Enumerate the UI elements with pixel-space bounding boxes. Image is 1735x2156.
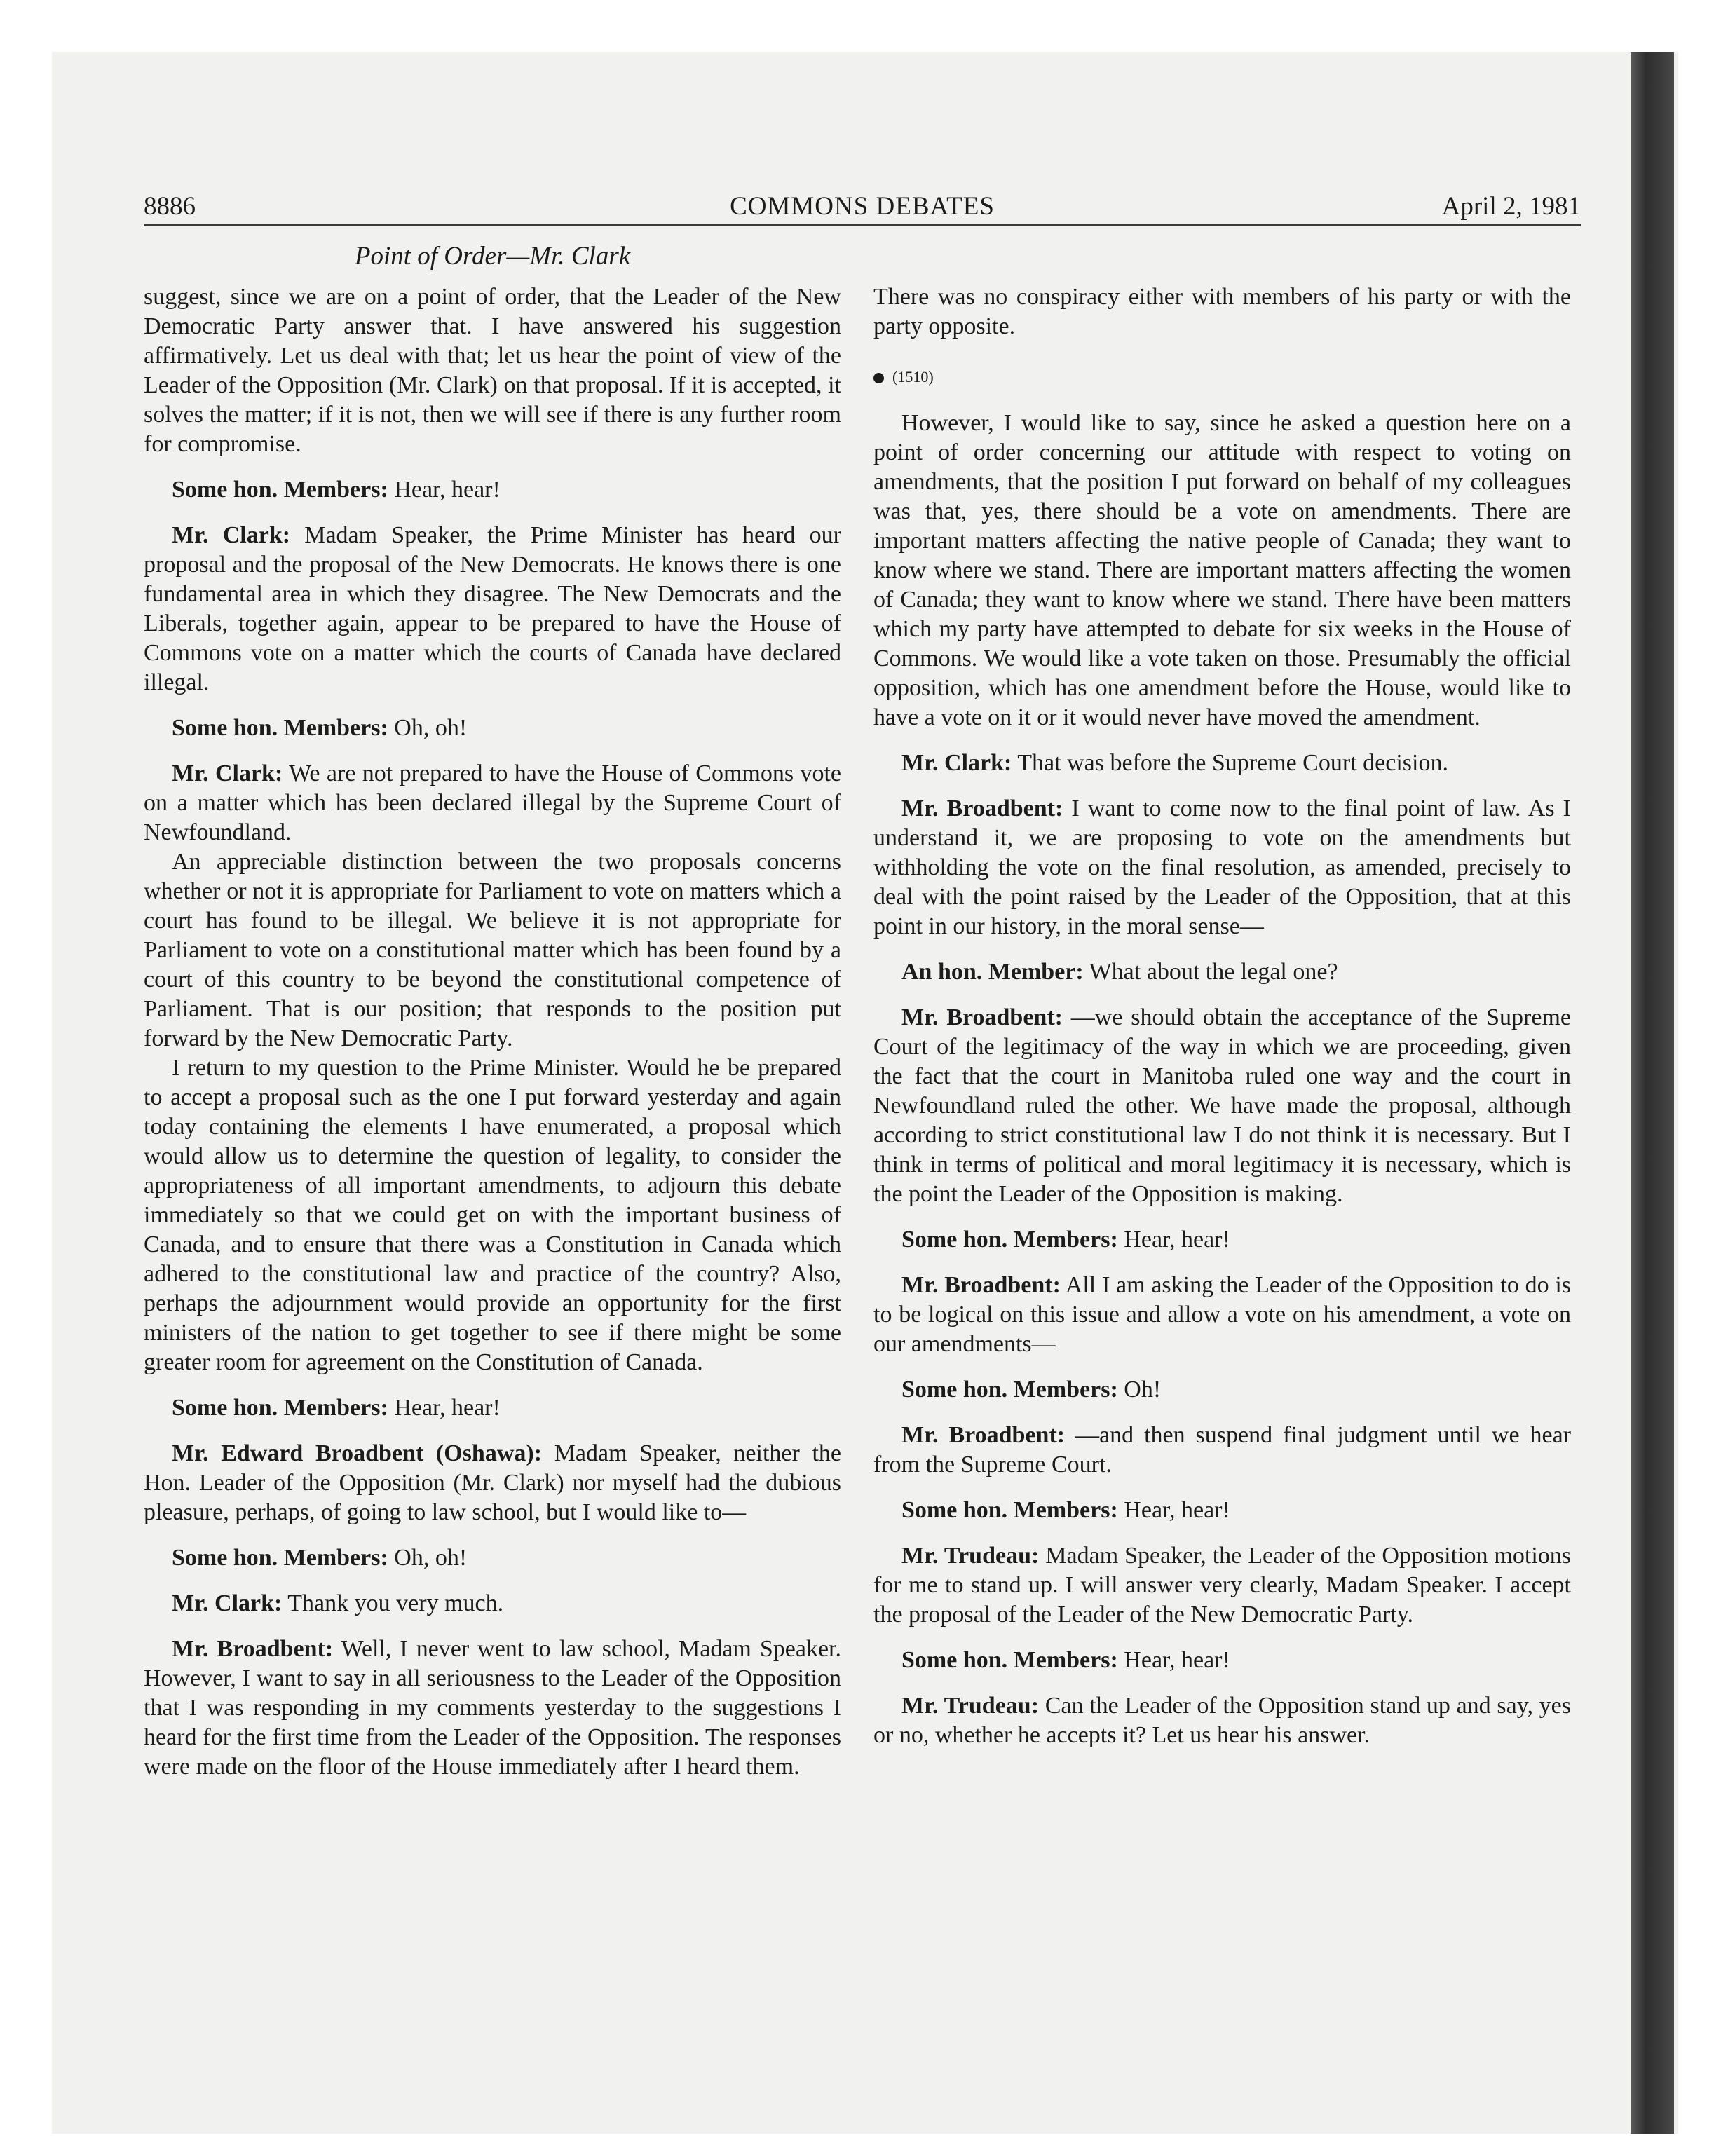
publication-date: April 2, 1981 <box>1441 192 1581 221</box>
paragraph: Some hon. Members: Hear, hear! <box>172 1395 501 1421</box>
paragraph: Mr. Edward Broadbent (Oshawa): Madam Speaker, neither the Hon. Leader of the Opposition (Mr. Clark) nor myself had the dubious pleasure, perhaps, of going to law school, but I would like to— <box>144 1440 842 1525</box>
speaker-name: Mr. Clark: <box>172 522 291 548</box>
speaker-name: Mr. Broadbent: <box>901 1004 1063 1030</box>
paragraph: Some hon. Members: Hear, hear! <box>901 1647 1230 1673</box>
paragraph: An hon. Member: What about the legal one? <box>901 959 1338 985</box>
paragraph: Mr. Broadbent: —and then suspend final judgment until we hear from the Supreme Court. <box>873 1422 1572 1478</box>
speaker-name: Some hon. Members: <box>172 1545 388 1571</box>
left-column <box>144 282 841 1782</box>
paragraph: I return to my question to the Prime Minister. Would he be prepared to accept a proposal such as the one I put forward yesterday and again today containing the elements I have enumerated, a proposal which would allow us to determine the question of legality, to consider the appropriateness of all important amendments, to adjourn this debate immediately so that we could get on with the important business of Canada, and to ensure that there was a Constitution in Canada which adhered to the constitutional law and practice of the country? Also, perhaps the adjournment would provide an opportunity for the first ministers of the nation to get together to see if there might be some greater room for agreement on the Constitution of Canada. <box>144 1055 841 1375</box>
paragraph: Some hon. Members: Hear, hear! <box>172 477 501 503</box>
paragraph: Mr. Clark: Thank you very much. <box>172 1590 504 1616</box>
speaker-name: Some hon. Members: <box>172 715 388 741</box>
paragraph: Mr. Trudeau: Madam Speaker, the Leader of the Opposition motions for me to stand up. I will answer very clearly, Madam Speaker. I accept the proposal of the Leader of the New Democratic Party. <box>873 1543 1571 1628</box>
running-head: Point of Order—Mr. Clark <box>354 242 631 271</box>
speaker-name: Some hon. Members: <box>901 1227 1118 1253</box>
paragraph: Mr. Clark: Madam Speaker, the Prime Minister has heard our proposal and the proposal of the New Democrats. He knows there is one fundamental area in which they disagree. The New Democrats and the Liberals, together again, appear to be prepared to have the House of Commons vote on a matter which the courts of Canada have declared illegal. <box>144 522 842 695</box>
timestamp: (1510) <box>892 368 934 386</box>
bullet-icon <box>873 373 884 383</box>
speaker-name: Mr. Broadbent: <box>901 1272 1061 1298</box>
header-rule <box>144 224 1581 226</box>
speaker-name: Mr. Edward Broadbent (Oshawa): <box>172 1440 543 1466</box>
speaker-name: Mr. Broadbent: <box>172 1636 334 1662</box>
paragraph: However, I would like to say, since he asked a question here on a point of order concerning our attitude with respect to voting on amendments, that the position I put forward on behalf of my colleagues was that, yes, there should be a vote on amendments. There are important matters affecting the native people of Canada; they want to know where we stand. There are important matters affecting the women of Canada; they want to know where we stand. There have been matters which my party have attempted to debate for six weeks in the House of Commons. We would like a vote taken on those. Presumably the official opposition, which has one amendment before the House, would like to have a vote on it or it would never have moved the amendment. <box>873 410 1571 730</box>
paragraph: There was no conspiracy either with members of his party or with the party opposite. <box>873 284 1571 339</box>
paragraph: Some hon. Members: Hear, hear! <box>901 1497 1230 1523</box>
scan-edge-shadow <box>1631 52 1674 2134</box>
speaker-name: Mr. Trudeau: <box>901 1693 1040 1719</box>
paragraph: Mr. Broadbent: —we should obtain the acceptance of the Supreme Court of the legitimacy of the way in which we are proceeding, given the fact that the court in Manitoba ruled one way and the court in Newfoundland ruled the other. We have made the proposal, although according to strict constitutional law I do not think it is necessary. But I think in terms of political and moral legitimacy it is necessary, which is the point the Leader of the Opposition is making. <box>873 1004 1571 1207</box>
paragraph: Some hon. Members: Oh, oh! <box>172 1545 468 1571</box>
speaker-name: Some hon. Members: <box>901 1377 1118 1403</box>
speaker-name: Some hon. Members: <box>901 1497 1118 1523</box>
speaker-name: Mr. Clark: <box>172 760 283 786</box>
paragraph: Some hon. Members: Oh! <box>901 1377 1162 1403</box>
speaker-name: An hon. Member: <box>901 959 1084 985</box>
right-column <box>873 282 1571 1750</box>
speaker-name: Mr. Trudeau: <box>901 1543 1040 1569</box>
paragraph: Mr. Clark: That was before the Supreme Court decision. <box>901 750 1448 776</box>
paragraph: An appreciable distinction between the two proposals concerns whether or not it is appropriate for Parliament to vote on matters which a court has found to be illegal. We believe it is not appropriate for Parliament to vote on a constitutional matter which has been found by a court of this country to be beyond the constitutional competence of Parliament. That is our position; that responds to the position put forward by the New Democratic Party. <box>144 849 841 1051</box>
publication-title: COMMONS DEBATES <box>730 192 995 221</box>
page-number: 8886 <box>144 192 196 221</box>
page-header <box>144 189 1581 224</box>
paragraph: Mr. Clark: We are not prepared to have the House of Commons vote on a matter which has been declared illegal by the Supreme Court of Newfoundland. <box>144 760 841 845</box>
speaker-name: Some hon. Members: <box>172 477 388 503</box>
paragraph: suggest, since we are on a point of order, that the Leader of the New Democratic Party answer that. I have answered his suggestion affirmatively. Let us deal with that; let us hear the point of view of the Leader of the Opposition (Mr. Clark) on that proposal. If it is accepted, it solves the matter; if it is not, then we will see if there is any further room for compromise. <box>144 284 841 457</box>
paragraph: Some hon. Members: Hear, hear! <box>901 1227 1230 1253</box>
paragraph: Mr. Broadbent: I want to come now to the final point of law. As I understand it, we are proposing to vote on the amendments but withholding the vote on the final resolution, as amended, precisely to deal with the point raised by the Leader of the Opposition, that at this point in our history, in the moral sense— <box>873 796 1571 939</box>
speaker-name: Some hon. Members: <box>172 1395 388 1421</box>
speaker-name: Mr. Clark: <box>901 750 1012 776</box>
speaker-name: Some hon. Members: <box>901 1647 1118 1673</box>
paragraph: Mr. Broadbent: All I am asking the Leader of the Opposition to do is to be logical on this issue and allow a vote on his amendment, a vote on our amendments— <box>873 1272 1571 1357</box>
paragraph: Mr. Trudeau: Can the Leader of the Opposition stand up and say, yes or no, whether he accepts it? Let us hear his answer. <box>873 1693 1571 1748</box>
speaker-name: Mr. Broadbent: <box>901 1422 1066 1448</box>
speaker-name: Mr. Broadbent: <box>901 796 1063 821</box>
speaker-name: Mr. Clark: <box>172 1590 283 1616</box>
paragraph: Mr. Broadbent: Well, I never went to law school, Madam Speaker. However, I want to say in all seriousness to the Leader of the Opposition that I was responding in my comments yesterday to the suggestions I heard for the first time from the Leader of the Opposition. The responses were made on the floor of the House immediately after I heard them. <box>144 1636 841 1780</box>
paragraph: Some hon. Members: Oh, oh! <box>172 715 468 741</box>
timestamp-marker <box>873 367 1571 388</box>
